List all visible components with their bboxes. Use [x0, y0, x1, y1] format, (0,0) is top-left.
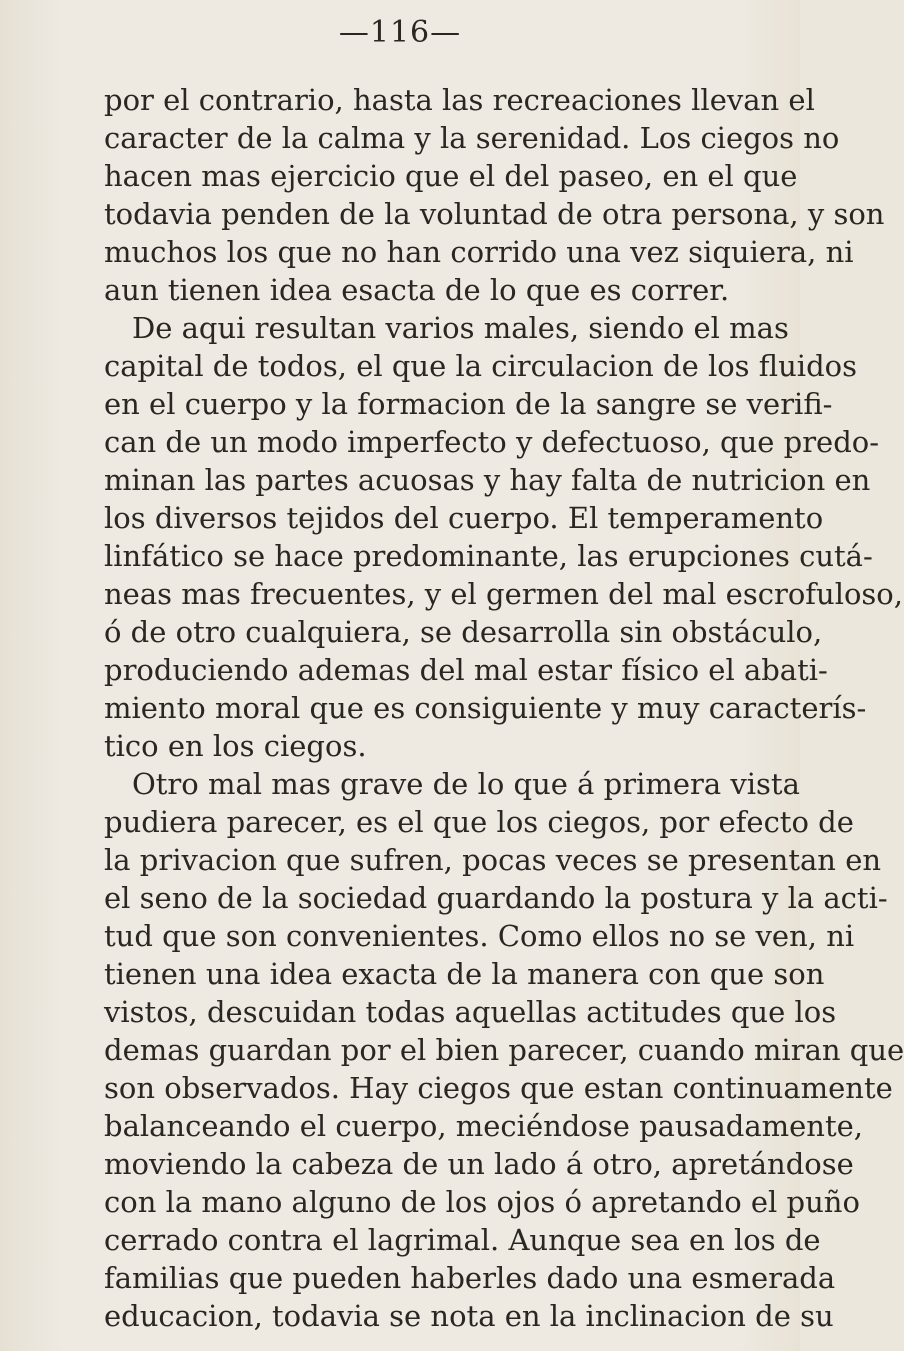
text-line: ó de otro cualquiera, se desarrolla sin obstáculo,: [104, 615, 823, 649]
text-line: tud que son convenientes. Como ellos no se ven, ni: [104, 919, 855, 953]
text-line: minan las partes acuosas y hay falta de nutricion en: [104, 463, 871, 497]
text-line: educacion, todavia se nota en la inclinacion de su: [104, 1299, 834, 1333]
text-line: vistos, descuidan todas aquellas actitudes que los: [104, 995, 837, 1029]
text-line: cerrado contra el lagrimal. Aunque sea en los de: [104, 1223, 821, 1257]
text-line: tico en los ciegos.: [104, 729, 367, 763]
text-line: linfático se hace predominante, las erupciones cutá-: [104, 539, 873, 573]
text-line: pudiera parecer, es el que los ciegos, por efecto de: [104, 805, 854, 839]
text-line: muchos los que no han corrido una vez siquiera, ni: [104, 235, 854, 269]
text-line: demas guardan por el bien parecer, cuando miran que: [104, 1033, 904, 1067]
text-line: son observados. Hay ciegos que estan continuamente: [104, 1071, 893, 1105]
text-line: can de un modo imperfecto y defectuoso, que predo-: [104, 425, 880, 459]
text-line: balanceando el cuerpo, meciéndose pausadamente,: [104, 1109, 863, 1143]
page-number: —116—: [338, 15, 462, 50]
paragraph-first-line: De aqui resultan varios males, siendo el mas: [132, 311, 789, 345]
text-line: produciendo ademas del mal estar físico el abati-: [104, 653, 828, 687]
text-line: capital de todos, el que la circulacion de los fluidos: [104, 349, 857, 383]
text-line: por el contrario, hasta las recreaciones llevan el: [104, 83, 815, 117]
text-line: los diversos tejidos del cuerpo. El temperamento: [104, 501, 824, 535]
text-line: miento moral que es consiguiente y muy caracterís-: [104, 691, 867, 725]
text-line: moviendo la cabeza de un lado á otro, apretándose: [104, 1147, 854, 1181]
text-line: tienen una idea exacta de la manera con que son: [104, 957, 825, 991]
text-line: en el cuerpo y la formacion de la sangre se verifi-: [104, 387, 833, 421]
text-line: con la mano alguno de los ojos ó apretando el puño: [104, 1185, 860, 1219]
text-line: neas mas frecuentes, y el germen del mal escrofuloso,: [104, 577, 903, 611]
text-line: familias que pueden haberles dado una esmerada: [104, 1261, 836, 1295]
text-line: hacen mas ejercicio que el del paseo, en el que: [104, 159, 798, 193]
text-line: todavia penden de la voluntad de otra persona, y son: [104, 197, 885, 231]
paragraph-first-line: Otro mal mas grave de lo que á primera vista: [132, 767, 800, 801]
text-line: aun tienen idea esacta de lo que es correr.: [104, 273, 730, 307]
text-line: el seno de la sociedad guardando la postura y la acti-: [104, 881, 888, 915]
text-line: caracter de la calma y la serenidad. Los ciegos no: [104, 121, 840, 155]
text-line: la privacion que sufren, pocas veces se presentan en: [104, 843, 882, 877]
